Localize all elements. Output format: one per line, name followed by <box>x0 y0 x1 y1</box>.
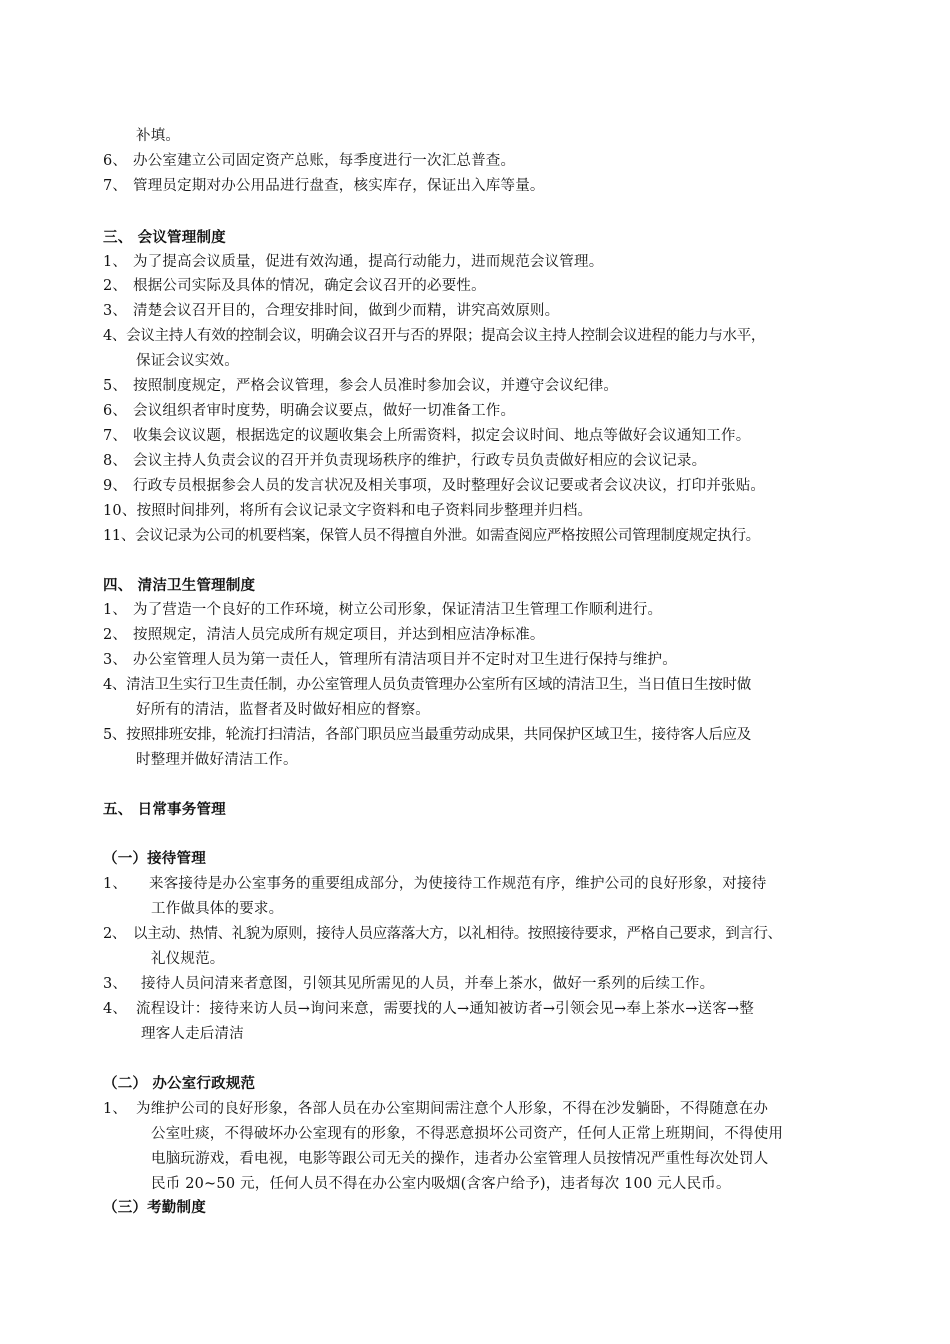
list-item <box>103 151 515 171</box>
list-item <box>103 401 515 421</box>
subsection-heading: （二） 办公室行政规范 <box>103 1075 256 1092</box>
item-text: 会议组织者审时度势，明确会议要点，做好一切准备工作。 <box>133 403 516 419</box>
list-item <box>103 376 618 396</box>
list-item <box>103 176 545 196</box>
list-item-continuation: 民币 20~50 元，任何人员不得在办公室内吸烟(含客户给予)，违者每次 100 元人民币。 <box>151 1176 731 1192</box>
item-text: 为了营造一个良好的工作环境，树立公司形象，保证清洁卫生管理工作顺利进行。 <box>133 602 663 618</box>
list-item-continuation: 保证会议实效。 <box>136 353 239 369</box>
list-item-continuation: 好所有的清洁，监督者及时做好相应的督察。 <box>136 702 430 718</box>
item-text: 以主动、热情、礼貌为原则，接待人员应落落大方，以礼相待。按照接待要求，严格自己要求，到言行、 <box>133 926 782 942</box>
list-item <box>103 476 765 496</box>
item-text: 按照时间排列，将所有会议记录文字资料和电子资料同步整理并归档。 <box>136 503 593 519</box>
item-number: 7、 <box>103 428 128 444</box>
item-text: 清楚会议召开目的，合理安排时间，做到少而精，讲究高效原则。 <box>133 303 560 319</box>
item-number: 8、 <box>103 453 128 469</box>
list-item <box>103 526 760 546</box>
item-text: 接待人员问清来者意图，引领其见所需见的人员，并奉上茶水，做好一系列的后续工作。 <box>141 976 715 992</box>
list-item-continuation: 电脑玩游戏，看电视，电影等跟公司无关的操作，违者办公室管理人员按情况严重性每次处罚人 <box>151 1151 769 1167</box>
item-number: 1、 <box>103 254 128 270</box>
item-text: 按照制度规定，严格会议管理，参会人员准时参加会议，并遵守会议纪律。 <box>133 378 619 394</box>
item-number: 9、 <box>103 478 128 494</box>
item-number: 2、 <box>103 926 126 942</box>
list-item <box>103 252 603 272</box>
list-item <box>103 675 751 695</box>
item-number: 5、 <box>103 378 128 394</box>
item-number: 6、 <box>103 153 128 169</box>
item-text: 管理员定期对办公用品进行盘查，核实库存，保证出入库等量。 <box>133 178 545 194</box>
item-text: 行政专员根据参会人员的发言状况及相关事项，及时整理好会议记要或者会议决议，打印并张贴。 <box>133 478 766 494</box>
list-item <box>103 1099 768 1119</box>
item-text: 流程设计：接待来访人员→询问来意，需要找的人→通知被访者→引领会见→奉上茶水→送客→整 <box>136 1001 754 1017</box>
item-number: 2、 <box>103 627 128 643</box>
item-number: 4、 <box>103 677 127 693</box>
item-number: 2、 <box>103 278 128 294</box>
item-number: 10、 <box>103 503 137 519</box>
item-text: 会议记录为公司的机要档案，保管人员不得擅自外泄。如需查阅应严格按照公司管理制度规定执行。 <box>135 528 760 544</box>
list-item <box>103 999 754 1019</box>
item-text: 来客接待是办公室事务的重要组成部分，为使接待工作规范有序，维护公司的良好形象，对接待 <box>149 876 767 892</box>
item-text: 为了提高会议质量，促进有效沟通，提高行动能力，进而规范会议管理。 <box>133 254 604 270</box>
continuation-line: 补填。 <box>136 128 181 144</box>
item-number: 11、 <box>103 528 136 544</box>
section-heading: 四、 清洁卫生管理制度 <box>103 577 256 594</box>
item-text: 按照规定，清洁人员完成所有规定项目，并达到相应洁净标准。 <box>133 627 545 643</box>
item-text: 会议主持人负责会议的召开并负责现场秩序的维护，行政专员负责做好相应的会议记录。 <box>133 453 707 469</box>
item-text: 为维护公司的良好形象，各部人员在办公室期间需注意个人形象，不得在沙发躺卧，不得随意在办 <box>136 1101 769 1117</box>
list-item-continuation: 时整理并做好清洁工作。 <box>136 752 298 768</box>
item-number: 3、 <box>103 652 128 668</box>
item-number: 4、 <box>103 1001 128 1017</box>
list-item <box>103 276 486 296</box>
list-item-continuation: 公室吐痰，不得破坏办公室现有的形象，不得恶意损坏公司资产，任何人正常上班期间，不得使用 <box>151 1126 784 1142</box>
section-heading: 三、 会议管理制度 <box>103 229 226 246</box>
item-text: 收集会议议题，根据选定的议题收集会上所需资料，拟定会议时间、地点等做好会议通知工作。 <box>133 428 751 444</box>
item-number: 7、 <box>103 178 128 194</box>
item-number: 3、 <box>103 303 128 319</box>
item-number: 3、 <box>103 976 128 992</box>
list-item <box>103 725 751 745</box>
item-number: 1、 <box>103 1101 128 1117</box>
list-item-continuation: 理客人走后清洁 <box>141 1026 244 1042</box>
list-item <box>103 625 545 645</box>
item-text: 办公室建立公司固定资产总账，每季度进行一次汇总普查。 <box>133 153 516 169</box>
list-item <box>103 974 714 994</box>
item-text: 办公室管理人员为第一责任人，管理所有清洁项目并不定时对卫生进行保持与维护。 <box>133 652 677 668</box>
item-text: 按照排班安排，轮流打扫清洁，各部门职员应当最重劳动成果，共同保护区域卫生，接待客人后应及 <box>126 727 751 743</box>
item-number: 4、 <box>103 328 127 344</box>
item-text: 会议主持人有效的控制会议，明确会议召开与否的界限；提高会议主持人控制会议进程的能力与水平， <box>126 328 766 344</box>
list-item <box>103 326 765 346</box>
list-item <box>103 650 677 670</box>
section-heading: 五、 日常事务管理 <box>103 801 226 818</box>
list-item <box>103 426 750 446</box>
list-item <box>103 600 662 620</box>
list-item <box>103 451 706 471</box>
subsection-heading: （三）考勤制度 <box>103 1199 206 1216</box>
item-text: 清洁卫生实行卫生责任制，办公室管理人员负责管理办公室所有区域的清洁卫生，当日值日生按时做 <box>126 677 751 693</box>
item-number: 1、 <box>103 876 128 892</box>
item-number: 6、 <box>103 403 128 419</box>
list-item-continuation: 礼仪规范。 <box>151 951 225 967</box>
list-item <box>103 301 559 321</box>
list-item <box>103 874 766 894</box>
subsection-heading: （一）接待管理 <box>103 850 206 867</box>
list-item <box>103 924 782 944</box>
item-text: 根据公司实际及具体的情况，确定会议召开的必要性。 <box>133 278 486 294</box>
item-number: 5、 <box>103 727 127 743</box>
list-item-continuation: 工作做具体的要求。 <box>151 901 284 917</box>
item-number: 1、 <box>103 602 128 618</box>
list-item <box>103 501 592 521</box>
